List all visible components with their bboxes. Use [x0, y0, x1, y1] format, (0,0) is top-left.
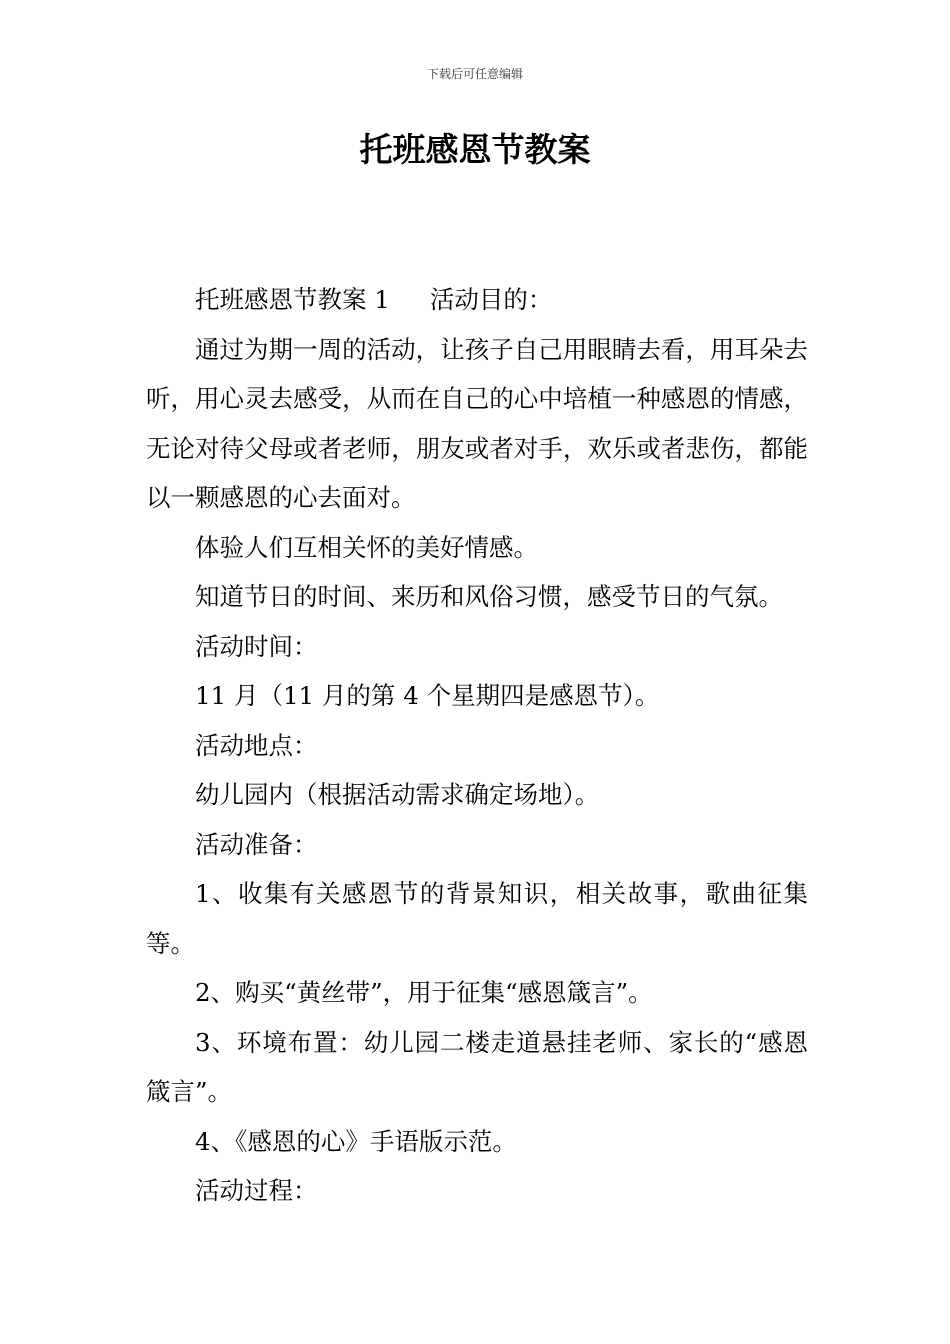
list-item: 4、《感恩的心》手语版示范。 — [195, 1126, 517, 1156]
lesson-plan-label: 托班感恩节教案 1 — [195, 285, 390, 314]
document-title: 托班感恩节教案 — [359, 130, 591, 169]
list-item: 2、购买“黄丝带”，用于征集“感恩箴言”。 — [195, 978, 653, 1007]
section-heading: 活动准备： — [195, 829, 318, 859]
paragraph: 幼儿园内（根据活动需求确定场地）。 — [195, 780, 600, 809]
paragraph: 知道节日的时间、来历和风俗习惯，感受节日的气氛。 — [195, 582, 783, 611]
section-heading: 活动地点： — [195, 730, 318, 760]
section-heading: 活动时间： — [195, 631, 318, 661]
list-item: 3、环境布置：幼儿园二楼走道悬挂老师、家长的“感恩箴言”。 — [146, 1027, 808, 1106]
paragraph: 11 月（11 月的第 4 个星期四是感恩节）。 — [195, 681, 660, 710]
list-item: 1、收集有关感恩节的背景知识，相关故事，歌曲征集等。 — [146, 879, 808, 958]
paragraph: 通过为期一周的活动，让孩子自己用眼睛去看，用耳朵去听，用心灵去感受，从而在自己的心中培植一种感恩的情感，无论对待父母或者老师，朋友或者对手，欢乐或者悲伤，都能以一颗感恩的心去面对。 — [146, 334, 808, 512]
header-note: 下载后可任意编辑 — [426, 67, 523, 81]
document-body — [146, 275, 808, 1216]
paragraph: 体验人们互相关怀的美好情感。 — [195, 532, 538, 562]
activity-goal-heading: 活动目的： — [429, 285, 553, 314]
section-heading: 活动过程： — [195, 1176, 318, 1205]
first-line — [146, 275, 808, 325]
